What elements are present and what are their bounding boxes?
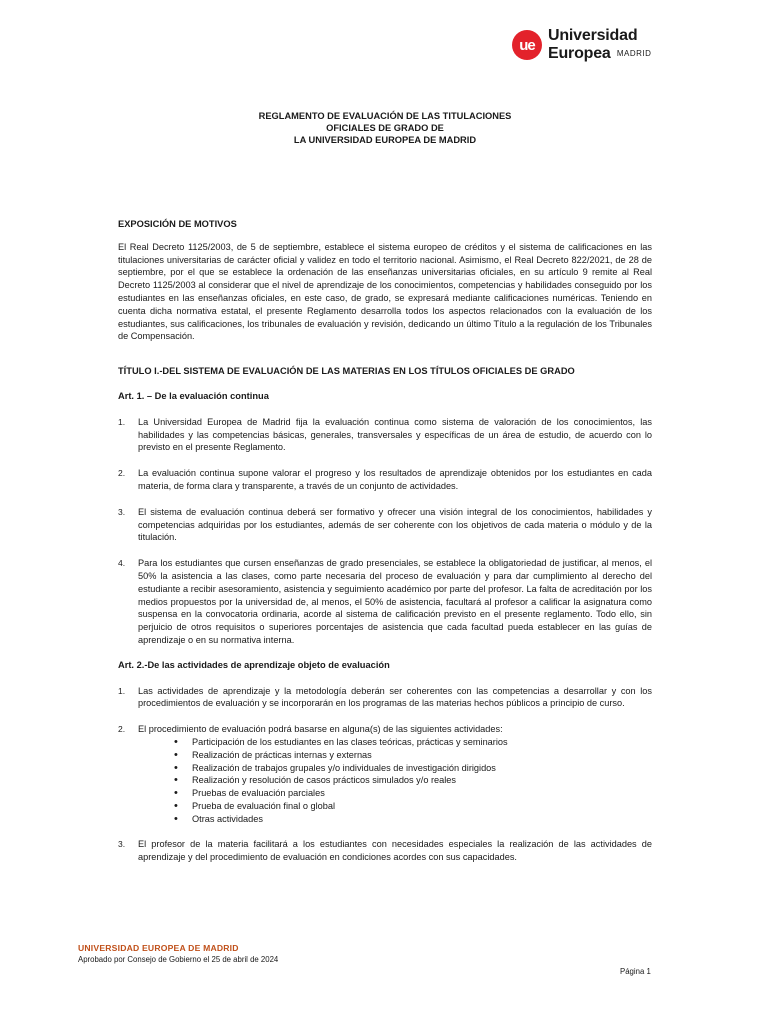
item-text: El profesor de la materia facilitará a los estudiantes con necesidades especiales la realización de las actividades de aprendizaje y del procedimiento de evaluación en condiciones acordes con sus capacidades. <box>138 839 652 863</box>
activity-bullet: • Participación de los estudiantes en las clases teóricas, prácticas y seminarios <box>174 736 652 749</box>
item-number: 3. <box>118 506 126 517</box>
activity-bullet: • Realización y resolución de casos prácticos simulados y/o reales <box>174 774 652 787</box>
item-text: El sistema de evaluación continua deberá ser formativo y ofrecer una visión integral de los conocimientos, habilidades y competencias adquiridas por los estudiantes, además de ser coherente con los objetivos de cada materia o módulo y de la titulación. <box>138 506 652 543</box>
university-logo <box>512 28 652 62</box>
logo-line2: Europea MADRID <box>548 45 652 62</box>
item-number: 1. <box>118 416 126 427</box>
list-item <box>118 557 652 647</box>
title-line: LA UNIVERSIDAD EUROPEA DE MADRID <box>293 135 477 145</box>
motivos-paragraph: El Real Decreto 1125/2003, de 5 de septiembre, establece el sistema europeo de créditos y el sistema de calificaciones en las titulaciones universitarias de carácter oficial y validez en todo el territorio nacional. Asimismo, el Real Decreto 822/2021, de 28 de septiembre, por el que se establece la ordenación de las enseñanzas universitarias oficiales, en su artículo 9 remite al Real Decreto 1125/2003 al considerar que el nivel de aprendizaje de los conocimientos, competencias y habilidades conseguido por los estudiantes en las enseñanzas oficiales, en este caso, de grado, se expresará mediante calificaciones numéricas. Teniendo en cuenta dicha normativa estatal, el presente Reglamento desarrolla todos los aspectos relacionados con la evaluación de los estudiantes, sus calificaciones, los tribunales de evaluación y revisión, dedicando un último Título a la regulación de los Tribunales de Compensación. <box>118 241 652 342</box>
item-number: 4. <box>118 558 126 569</box>
page-number: Página 1 <box>620 967 651 976</box>
footer-organization: UNIVERSIDAD EUROPEA DE MADRID <box>78 943 239 953</box>
activity-bullet: • Realización de prácticas internas y externas <box>174 749 652 762</box>
motivos-heading: EXPOSICIÓN DE MOTIVOS <box>118 219 237 229</box>
art1-heading: Art. 1. – De la evaluación continua <box>118 390 269 401</box>
logo-city: MADRID <box>616 49 652 58</box>
document-title <box>118 110 652 146</box>
activity-bullet: • Otras actividades <box>174 813 652 826</box>
item-number: 3. <box>118 839 126 850</box>
logo-wordmark <box>548 28 651 62</box>
titulo1-heading: TÍTULO I.-DEL SISTEMA DE EVALUACIÓN DE LAS MATERIAS EN LOS TÍTULOS OFICIALES DE GRADO <box>118 366 575 377</box>
footer-approval-note: Aprobado por Consejo de Gobierno el 25 de abril de 2024 <box>78 955 279 964</box>
item-text: La evaluación continua supone valorar el progreso y los resultados de aprendizaje obtenidos por los estudiantes en cada materia, de forma clara y transparente, a través de un conjunto de actividades. <box>138 468 652 491</box>
item-text: La Universidad Europea de Madrid fija la evaluación continua como sistema de valoración de los conocimientos, las habilidades y las competencias básicas, generales, transversales y específicas de un área de estudio, de acuerdo con lo previsto en el presente Reglamento. <box>138 416 652 453</box>
list-item <box>118 506 652 544</box>
logo-line1: Universidad <box>548 27 638 44</box>
list-item <box>118 723 652 825</box>
item-number: 2. <box>118 724 126 735</box>
document-body <box>118 110 652 864</box>
item-number: 1. <box>118 685 126 696</box>
list-item <box>118 685 652 711</box>
activity-bullet: • Pruebas de evaluación parciales <box>174 787 652 800</box>
title-line: REGLAMENTO DE EVALUACIÓN DE LAS TITULACIONES <box>258 111 512 121</box>
art2-heading: Art. 2.-De las actividades de aprendizaje objeto de evaluación <box>118 659 390 670</box>
list-item <box>118 416 652 454</box>
list-item <box>118 838 652 864</box>
activity-bullet: • Realización de trabajos grupales y/o individuales de investigación dirigidos <box>174 762 652 775</box>
ue-logo-icon: ue <box>512 30 542 60</box>
item-text: Las actividades de aprendizaje y la metodología deberán ser coherentes con las competencias a desarrollar y con los procedimientos de evaluación y se incorporarán en los programas de las materias hechos públicos a principio de curso. <box>138 685 652 709</box>
item-body <box>138 723 652 825</box>
item-text: Para los estudiantes que cursen enseñanzas de grado presenciales, se establece la obligatoriedad de justificar, al menos, el 50% la asistencia a las clases, como parte necesaria del proceso de evaluación y para dar cumplimiento al derecho del estudiante a recibir asesoramiento, asistencia y seguimiento académico por parte del profesor. La falta de acreditación por los medios propuestos por la universidad de, al menos, el 50% de asistencia, facultará al profesor a calificar la asignatura como suspensa en la convocatoria ordinaria, acorde al sistema de calificación previsto en el presente reglamento. Todo ello, sin perjuicio de otros requisitos o superiores porcentajes de asistencia que cada facultad pueda establecer en las guías de aprendizaje o en su normativa interna. <box>138 558 652 645</box>
list-item <box>118 467 652 493</box>
item-text: El procedimiento de evaluación podrá basarse en alguna(s) de las siguientes actividades: <box>138 724 503 735</box>
title-line: OFICIALES DE GRADO DE <box>326 123 444 133</box>
activity-bullet: • Prueba de evaluación final o global <box>174 800 652 813</box>
item-number: 2. <box>118 468 126 479</box>
activities-list <box>174 736 652 826</box>
